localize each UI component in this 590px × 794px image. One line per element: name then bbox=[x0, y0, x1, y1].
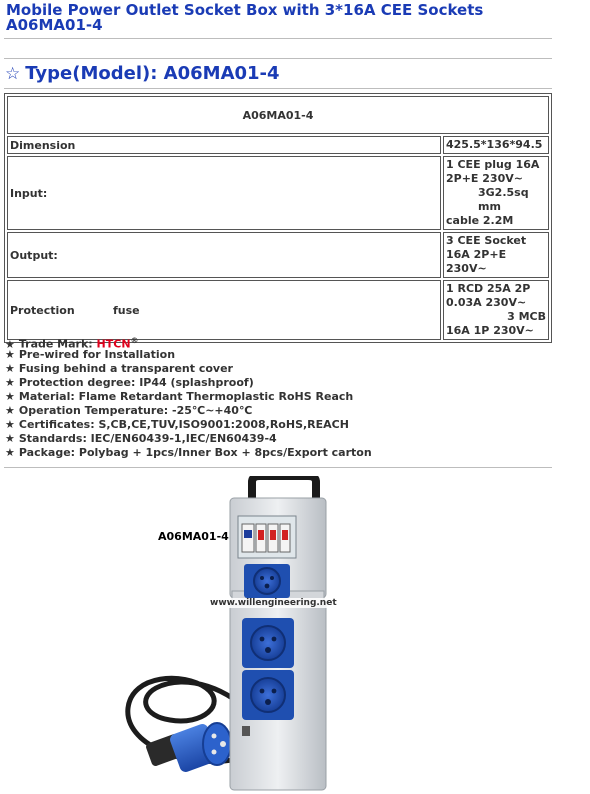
star-outline-icon: ☆ bbox=[5, 64, 21, 84]
protection-type: fuse bbox=[113, 303, 140, 317]
dimension-label: Dimension bbox=[7, 136, 441, 154]
input-value-line2: 3G2.5sq mm bbox=[478, 186, 529, 213]
product-photo bbox=[104, 476, 484, 794]
protection-label: Protection bbox=[10, 303, 75, 317]
feature-text: Standards: IEC/EN60439-1,IEC/EN60439-4 bbox=[18, 432, 277, 445]
feature-text: Fusing behind a transparent cover bbox=[18, 362, 233, 375]
feature-item bbox=[5, 362, 372, 376]
feature-item bbox=[5, 432, 372, 446]
feature-item bbox=[5, 390, 372, 404]
feature-item bbox=[5, 376, 372, 390]
protection-value-line1: 1 RCD 25A 2P 0.03A 230V~ bbox=[446, 282, 531, 309]
feature-text: Operation Temperature: -25℃~+40℃ bbox=[18, 404, 253, 417]
star-icon: ★ bbox=[5, 446, 15, 459]
protection-value-line3: 16A 1P 230V~ bbox=[446, 324, 534, 337]
feature-item bbox=[5, 446, 372, 460]
feature-text: Pre-wired for Installation bbox=[18, 348, 176, 361]
feature-text: Package: Polybag + 1pcs/Inner Box + 8pcs/Export carton bbox=[18, 446, 372, 459]
cable-gland bbox=[242, 726, 250, 736]
feature-item-trademark bbox=[5, 334, 372, 351]
heading-top-divider bbox=[4, 58, 552, 59]
star-icon: ★ bbox=[5, 390, 15, 403]
features-divider bbox=[4, 467, 552, 468]
star-icon: ★ bbox=[5, 337, 15, 351]
cee-socket-bottom bbox=[242, 670, 294, 720]
heading-bottom-divider bbox=[4, 88, 552, 89]
spec-row-input bbox=[7, 156, 549, 230]
protection-value-line2: 3 MCB bbox=[507, 310, 546, 323]
section-heading-text: Type(Model): A06MA01-4 bbox=[25, 63, 280, 84]
breaker-panel bbox=[238, 516, 296, 558]
title-divider bbox=[4, 38, 552, 39]
star-icon: ★ bbox=[5, 432, 15, 445]
registered-mark: ® bbox=[130, 336, 139, 345]
image-watermark: www.willengineering.net bbox=[210, 598, 337, 608]
output-value: 3 CEE Socket 16A 2P+E 230V~ bbox=[443, 232, 549, 278]
feature-text: Protection degree: IP44 (splashproof) bbox=[18, 376, 254, 389]
cee-socket-middle bbox=[242, 618, 294, 668]
star-icon: ★ bbox=[5, 362, 15, 375]
cee-plug bbox=[145, 722, 231, 773]
protection-label-cell bbox=[7, 280, 441, 340]
spec-table bbox=[4, 93, 552, 343]
feature-list bbox=[5, 334, 372, 460]
spec-header-cell: A06MA01-4 bbox=[7, 96, 549, 134]
feature-text: Material: Flame Retardant Thermoplastic RoHS Reach bbox=[18, 390, 354, 403]
feature-item bbox=[5, 418, 372, 432]
input-value-line1: 1 CEE plug 16A 2P+E 230V~ bbox=[446, 158, 540, 185]
spec-row-output bbox=[7, 232, 549, 278]
spec-row-protection bbox=[7, 280, 549, 340]
input-value-line3: cable 2.2M bbox=[446, 214, 514, 227]
protection-value bbox=[443, 280, 549, 340]
input-value bbox=[443, 156, 549, 230]
section-heading bbox=[5, 64, 280, 84]
feature-text: Certificates: S,CB,CE,TUV,ISO9001:2008,RoHS,REACH bbox=[18, 418, 349, 431]
star-icon: ★ bbox=[5, 404, 15, 417]
spec-row-dimension bbox=[7, 136, 549, 154]
input-label: Input: bbox=[7, 156, 441, 230]
page-title: Mobile Power Outlet Socket Box with 3*16A CEE Sockets A06MA01-4 bbox=[6, 1, 484, 34]
spec-header-row bbox=[7, 96, 549, 134]
feature-item bbox=[5, 404, 372, 418]
brand-name: HTCN bbox=[96, 337, 131, 351]
trademark-label: Trade Mark: bbox=[18, 337, 93, 351]
feature-item bbox=[5, 348, 372, 362]
star-icon: ★ bbox=[5, 418, 15, 431]
cee-socket-top bbox=[244, 564, 290, 598]
dimension-value: 425.5*136*94.5 bbox=[443, 136, 549, 154]
output-label: Output: bbox=[7, 232, 441, 278]
star-icon: ★ bbox=[5, 376, 15, 389]
product-model-label: A06MA01-4 bbox=[158, 530, 229, 543]
star-icon: ★ bbox=[5, 348, 15, 361]
